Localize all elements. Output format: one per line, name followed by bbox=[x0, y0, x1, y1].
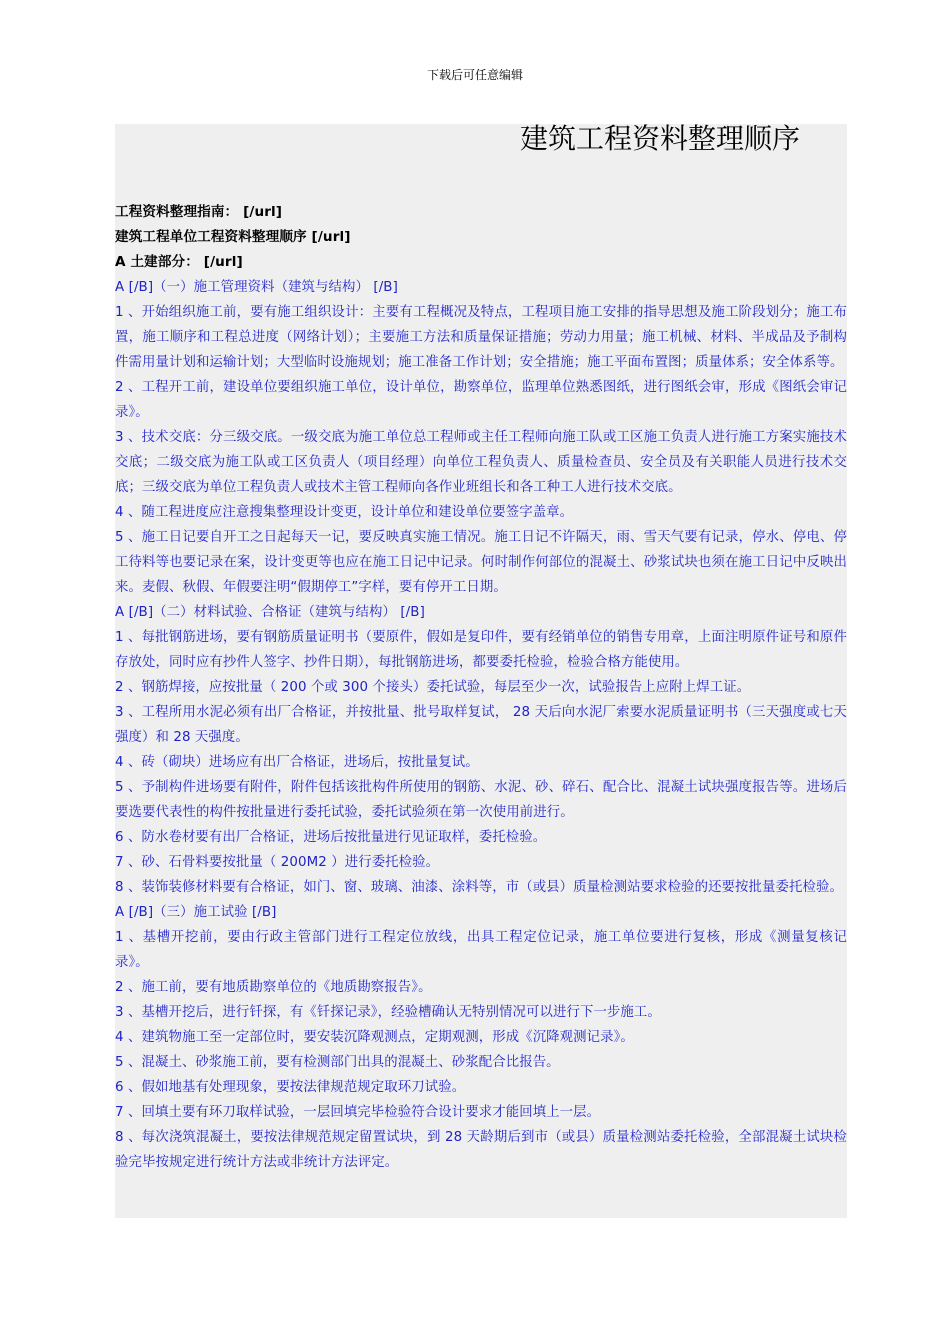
heading-civil: A 土建部分： [/url] bbox=[115, 254, 243, 270]
heading-order: 建筑工程单位工程资料整理顺序 [/url] bbox=[115, 229, 351, 245]
paragraph: 5 、予制构件进场要有附件，附件包括该批构件所使用的钢筋、水泥、砂、碎石、配合比、混凝土试块强度报告等。进场后要选要代表性的构件按批量进行委托试验，委托试验须在第一次使用前进行。 bbox=[115, 780, 847, 820]
document-title: 建筑工程资料整理顺序 bbox=[520, 122, 801, 155]
paragraph: 4 、随工程进度应注意搜集整理设计变更，设计单位和建设单位要签字盖章。 bbox=[115, 505, 574, 520]
paragraph: 3 、基槽开挖后，进行钎探，有《钎探记录》，经验槽确认无特别情况可以进行下一步施工。 bbox=[115, 1005, 661, 1020]
paragraph: 3 、工程所用水泥必须有出厂合格证，并按批量、批号取样复试， 28 天后向水泥厂索要水泥质量证明书（三天强度或七天强度）和 28 天强度。 bbox=[115, 705, 847, 745]
section-heading-tests: A [/B]（三）施工试验 [/B] bbox=[115, 905, 277, 920]
paragraph: 5 、混凝土、砂浆施工前，要有检测部门出具的混凝土、砂浆配合比报告。 bbox=[115, 1055, 560, 1070]
paragraph: 4 、建筑物施工至一定部位时，要安装沉降观测点，定期观测，形成《沉降观测记录》。 bbox=[115, 1030, 634, 1045]
paragraph: 8 、每次浇筑混凝土，要按法律规范规定留置试块，到 28 天龄期后到市（或县）质量检测站委托检验，全部混凝土试块检验完毕按规定进行统计方法或非统计方法评定。 bbox=[115, 1130, 847, 1170]
paragraph: 2 、工程开工前，建设单位要组织施工单位，设计单位，勘察单位，监理单位熟悉图纸，进行图纸会审，形成《图纸会审记录》。 bbox=[115, 380, 847, 420]
section-heading-materials: A [/B]（二）材料试验、合格证（建筑与结构） [/B] bbox=[115, 605, 425, 620]
paragraph: 3 、技术交底：分三级交底。一级交底为施工单位总工程师或主任工程师向施工队或工区施工负责人进行施工方案实施技术交底；二级交底为施工队或工区负责人（项目经理）向单位工程负责人、质量检查员、安全员及有关职能人员进行技术交底；三级交底为单位工程负责人或技术主管工程师向各作业班组长和各工种工人进行技术交底。 bbox=[115, 430, 847, 495]
paragraph: 7 、砂、石骨料要按批量（ 200M2 ）进行委托检验。 bbox=[115, 855, 440, 870]
paragraph: 8 、装饰装修材料要有合格证，如门、窗、玻璃、油漆、涂料等，市（或县）质量检测站要求检验的还要按批量委托检验。 bbox=[115, 880, 843, 895]
paragraph: 1 、基槽开挖前，要由行政主管部门进行工程定位放线，出具工程定位记录，施工单位要进行复核，形成《测量复核记录》。 bbox=[115, 930, 847, 970]
document-content bbox=[115, 124, 847, 1218]
paragraph: 1 、每批钢筋进场，要有钢筋质量证明书（要原件，假如是复印件，要有经销单位的销售专用章，上面注明原件证号和原件存放处，同时应有抄件人签字、抄件日期），每批钢筋进场，都要委托检验，检验合格方能使用。 bbox=[115, 630, 847, 670]
paragraph: 2 、钢筋焊接，应按批量（ 200 个或 300 个接头）委托试验，每层至少一次，试验报告上应附上焊工证。 bbox=[115, 680, 751, 695]
paragraph: 6 、假如地基有处理现象，要按法律规范规定取环刀试验。 bbox=[115, 1080, 466, 1095]
paragraph: 4 、砖（砌块）进场应有出厂合格证，进场后，按批量复试。 bbox=[115, 755, 479, 770]
section-heading-management: A [/B]（一）施工管理资料（建筑与结构） [/B] bbox=[115, 280, 398, 295]
paragraph: 1 、开始组织施工前，要有施工组织设计：主要有工程概况及特点，工程项目施工安排的指导思想及施工阶段划分；施工布置，施工顺序和工程总进度（网络计划）；主要施工方法和质量保证措施；劳动力用量；施工机械、材料、半成品及予制构件需用量计划和运输计划；大型临时设施规划；施工准备工作计划；安全措施；施工平面布置图；质量体系；安全体系等。 bbox=[115, 305, 847, 370]
paragraph: 7 、回填土要有环刀取样试验，一层回填完毕检验符合设计要求才能回填上一层。 bbox=[115, 1105, 601, 1120]
heading-guide: 工程资料整理指南： [/url] bbox=[115, 204, 283, 220]
paragraph: 2 、施工前，要有地质勘察单位的《地质勘察报告》。 bbox=[115, 980, 432, 995]
paragraph: 6 、防水卷材要有出厂合格证，进场后按批量进行见证取样，委托检验。 bbox=[115, 830, 547, 845]
page-header: 下载后可任意编辑 bbox=[426, 68, 523, 82]
document-body bbox=[115, 200, 847, 1175]
paragraph: 5 、施工日记要自开工之日起每天一记，要反映真实施工情况。施工日记不许隔天，雨、雪天气要有记录，停水、停电、停工待料等也要记录在案，设计变更等也应在施工日记中记录。何时制作何部位的混凝土、砂浆试块也须在施工日记中反映出来。麦假、秋假、年假要注明“假期停工”字样，要有停开工日期。 bbox=[115, 530, 847, 595]
